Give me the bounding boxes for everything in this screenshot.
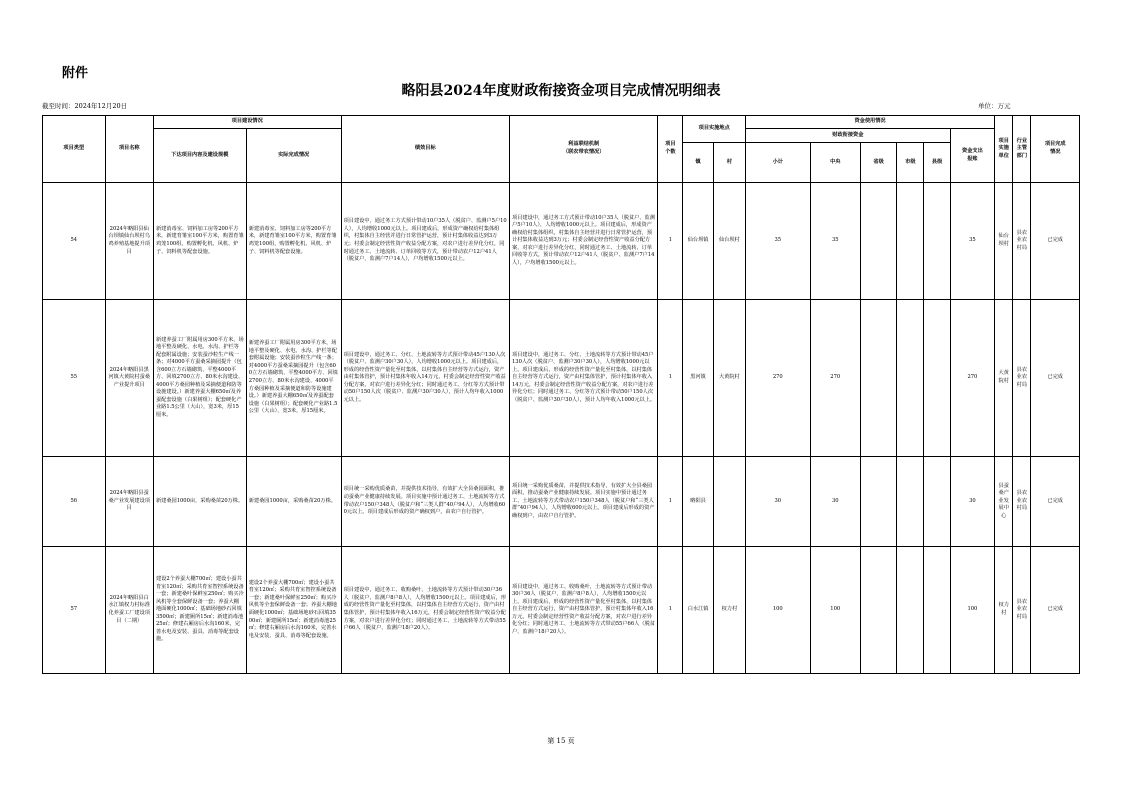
cell-name: 2024年略阳县黑河镇大黄院村蚕桑产业提升项目: [105, 300, 153, 457]
header-town: 镇: [683, 143, 713, 183]
header-impl-unit: 项目 实施 单位: [995, 116, 1013, 183]
cell-county: [924, 183, 950, 300]
cell-benefit: 项目建设中，通过务工、分红、土地流转等方式预计带动45户130人次（脱贫户、监测户30户30人），人均增收1000元以上。项目建成后，形成的经营性资产量化至村集体，以村集体自主经营等方式运行，资产由村集体管护，预计村集体年收入14万元，村委会制定经营性资产收益分配方案，对农户进行差异化分红；同时通过务工、分红等方式预计带动50户150人次（脱贫户、监测户30户30人），预计人均年收入1000元以上。: [510, 300, 658, 457]
cell-central: 35: [810, 183, 860, 300]
cell-dept: 县农业农村局: [1013, 183, 1031, 300]
cell-village: 仙台坝村: [713, 183, 745, 300]
cell-provincial: [860, 300, 896, 457]
cell-paid: 270: [950, 300, 994, 457]
header-count: 项目 个数: [658, 116, 683, 183]
cell-performance: 项目建设中，通过务工、收购桑叶，土地流转等方式预计带动30户36人（脱贫户、监测户8户8人），人均增收1500元以上。项目建成后，形成的经营性资产量化至村集体，以村集体自主经营方式运行，资产由村集体管护，预计村集体年收入16万元，村委会制定经营性资产收益分配方案，对农户进行差异化分红；同时通过务工、土地流转等方式带动55户66人（脱贫户、监测户18户20人）。: [341, 547, 509, 674]
attachment-label: 附件: [62, 66, 89, 81]
header-fiscal: 财政衔接资金: [746, 129, 951, 143]
cell-actual: 建设2个养蚕大棚700㎡；建设小蚕共育室120㎡；采购共育室智控系统设备一套；新建桑叶保鲜室250㎡；购买冷风机等全套保鲜设备一套；养蚕大棚地面硬化1000㎡；基础场地砂石回填3500㎡；新建厕所15㎡；新建消毒池25㎡；修建右厢房后水沟160米，完善水电及安装、蚕具、消毒等配套设施。: [246, 547, 341, 674]
cell-subtotal: 100: [746, 547, 811, 674]
unit-text: 单位：万元: [978, 102, 1011, 110]
cell-count: 1: [658, 300, 683, 457]
cell-type: 54: [43, 183, 106, 300]
cell-village: [713, 457, 745, 547]
cell-name: 2024年略阳县白水江镇权力村标准化养蚕工厂建设项目（二期）: [105, 547, 153, 674]
cell-town: 白水江镇: [683, 547, 713, 674]
header-central: 中央: [810, 143, 860, 183]
cell-subtotal: 270: [746, 300, 811, 457]
cell-dept: 县农业农村局: [1013, 457, 1031, 547]
cell-central: 270: [810, 300, 860, 457]
cell-city: [897, 457, 924, 547]
cell-subtotal: 30: [746, 457, 811, 547]
cell-city: [897, 183, 924, 300]
cell-provincial: [860, 547, 896, 674]
cell-completion: 已完成: [1031, 547, 1080, 674]
header-planned: 下达项目内容及建设规模: [153, 129, 246, 183]
header-village: 村: [713, 143, 745, 183]
cell-paid: 100: [950, 547, 994, 674]
cell-completion: 已完成: [1031, 300, 1080, 457]
cell-performance: 项目建设中，通过务工、分红、土地流转等方式预计带动45户130人次（脱贫户、监测户30户30人），人均增收1000元以上。项目建成后，形成的经营性资产量化至村集体，以村集体自主经营等方式运行，资产由村集体管护，预计村集体年收入14万元，村委会制定经营性资产收益分配方案，对农户进行差异化分红；同时通过务工、分红等方式预计带动50户150人次（脱贫户、监测户30户30人），预计人均年收入1000元以上。: [341, 300, 509, 457]
cell-count: 1: [658, 457, 683, 547]
cell-city: [897, 547, 924, 674]
header-location: 项目实施地点: [683, 116, 746, 143]
cell-benefit: 项目建设中，通过务工方式预计带动10户35人（脱贫户、监测户5户10人），人均增收1000元以上。项目建成后，形成资产确权给村集体组织，村集体自主经营并进行日常管护运营，预计村集体收益达到3万元；村委会制定经营性资产收益分配方案，对农户进行差异化分红，同时通过务工、土地流转、订单回收等方式，预计带动农户12户41人（脱贫户、监测户7户14人），户均增收1500元以上。: [510, 183, 658, 300]
cell-central: 100: [810, 547, 860, 674]
header-performance: 绩效目标: [341, 116, 509, 183]
cell-planned: 新建桑园1000亩，采购桑苗20万株。: [153, 457, 246, 547]
cell-name: 2024年略阳县仙台坝镇仙台坝村乌鸡养殖基地提升项目: [105, 183, 153, 300]
header-county: 县级: [924, 143, 950, 183]
cell-type: 55: [43, 300, 106, 457]
cell-village: 大黄院村: [713, 300, 745, 457]
cell-town: 仙台坝镇: [683, 183, 713, 300]
cell-dept: 县农业农村局: [1013, 547, 1031, 674]
cell-town: 黑河镇: [683, 300, 713, 457]
cell-impl-unit: 大黄院村: [995, 300, 1013, 457]
cell-count: 1: [658, 183, 683, 300]
header-type: 项目类型: [43, 116, 106, 183]
deadline-text: 截至时间：2024年12月20日: [42, 102, 128, 110]
header-name: 项目名称: [105, 116, 153, 183]
cell-provincial: [860, 183, 896, 300]
cell-city: [897, 300, 924, 457]
header-benefit: 利益联结机制 （联农带农情况）: [510, 116, 658, 183]
cell-impl-unit: 权力村: [995, 547, 1013, 674]
cell-paid: 35: [950, 183, 994, 300]
cell-actual: 新建桑园1000亩，采购桑苗20万株。: [246, 457, 341, 547]
table-row: [43, 300, 1080, 457]
page-title: 略阳县2024年度财政衔接资金项目完成情况明细表: [401, 83, 721, 99]
header-city: 市级: [897, 143, 924, 183]
header-completion: 项目完成 情况: [1031, 116, 1080, 183]
cell-count: 1: [658, 547, 683, 674]
cell-county: [924, 300, 950, 457]
cell-type: 56: [43, 457, 106, 547]
cell-type: 57: [43, 547, 106, 674]
cell-completion: 已完成: [1031, 183, 1080, 300]
cell-planned: 建设2个养蚕大棚700㎡；建设小蚕共育室120㎡；采购共育室智控系统设备一套；新建桑叶保鲜室250㎡；购买冷风机等全套保鲜设备一套；养蚕大棚地面硬化1000㎡；基础场地砂石回填3500㎡；新建厕所15㎡；新建消毒池25㎡；修建右厢房后水沟160米，完善水电及安装、蚕具、消毒等配套设施。: [153, 547, 246, 674]
header-paid: 资金支出 报账: [950, 129, 994, 183]
cell-performance: 项目统一采购优质桑苗，并提供技术指导，有效扩大全县桑园面积，推动蚕桑产业健康持续发展。项目实施中预计通过务工、土地流转等方式带动农户150户348人（脱贫户和“三类人群”40户94人），人均增收600元以上。项目建成后形成的资产确权到户，由农户自行管护。: [341, 457, 509, 547]
cell-paid: 30: [950, 457, 994, 547]
cell-county: [924, 457, 950, 547]
header-actual: 实际完成情况: [246, 129, 341, 183]
header-funds-usage: 资金使用情况: [746, 116, 995, 129]
cell-planned: 新建养蚕工厂附属用房300平方米，场地平整及硬化、水电、水沟、护栏等配套附属设施；安装蚕沙粒生产线一条；对4000平方蚕桑采摘园提升（包含600立方石墙砌筑、平整4000平方、回填2700立方、80米水沟建设、4000平方桑园种植及采摘便道和防等设施建设。）新建养蚕大棚650㎡及养蚕配套设施（白果树组）；配套硬化产业路1.5公里（大山），宽3米，厚15厘米。: [153, 300, 246, 457]
header-provincial: 省级: [860, 143, 896, 183]
cell-actual: 新建养蚕工厂附属用房300平方米，场地平整及硬化、水电、水沟、护栏等配套附属设施；安装蚕沙粒生产线一条；对4000平方蚕桑采摘园提升（包含600立方石墙砌筑、平整4000平方、回填2700立方、80米水沟建设、4000平方桑园种植及采摘便道和防等设施建设。）新建养蚕大棚650㎡及养蚕配套设施（白果树组）；配套硬化产业路1.5公里（大山），宽3米，厚15厘米。: [246, 300, 341, 457]
cell-performance: 项目建设中，通过务工方式预计带动10户35人（脱贫户、监测户5户10人），人均增收1000元以上。项目建成后，形成资产确权给村集体组织，村集体自主经营并进行日常管护运营，预计村集体收益达到3万元；村委会制定经营性资产收益分配方案，对农户进行差异化分红，同时通过务工、土地流转、订单回收等方式，预计带动农户12户41人（脱贫户、监测户7户14人），户均增收1500元以上。: [341, 183, 509, 300]
header-dept: 行业 主管 部门: [1013, 116, 1031, 183]
header-subtotal: 小计: [746, 143, 811, 183]
cell-subtotal: 35: [746, 183, 811, 300]
cell-impl-unit: 仙台坝村: [995, 183, 1013, 300]
cell-planned: 新建消毒室、饲料加工房等200平方米，新建育雏室100平方米，购置育雏鸡笼100组，购置孵化机、风机、炉子、饲料机等配套设施。: [153, 183, 246, 300]
cell-benefit: 项目建设中，通过务工、收购桑叶，土地流转等方式预计带动30户36人（脱贫户、监测户8户8人），人均增收1500元以上。项目建成后，形成的经营性资产量化至村集体，以村集体自主经营方式运行，资产由村集体管护，预计村集体年收入16万元，村委会制定经营性资产收益分配方案，对农户进行差异化分红；同时通过务工、土地流转等方式带动55户66人（脱贫户、监测户18户20人）。: [510, 547, 658, 674]
page-number: 第 15 页: [547, 737, 575, 745]
cell-completion: 已完成: [1031, 457, 1080, 547]
cell-town: 略阳县: [683, 457, 713, 547]
cell-benefit: 项目统一采购优质桑苗，并提供技术指导，有效扩大全县桑园面积，推动蚕桑产业健康持续发展。项目实施中预计通过务工、土地流转等方式带动农户150户348人（脱贫户和“三类人群”40户94人），人均增收600元以上。项目建成后形成的资产确权到户，由农户自行管护。: [510, 457, 658, 547]
cell-impl-unit: 县蚕桑产业发展中心: [995, 457, 1013, 547]
table-row: [43, 183, 1080, 300]
cell-name: 2024年略阳县蚕桑产业发展建设项目: [105, 457, 153, 547]
cell-provincial: [860, 457, 896, 547]
header-construction: 项目建设情况: [153, 116, 341, 129]
cell-county: [924, 547, 950, 674]
project-table: [42, 115, 1080, 674]
cell-village: 权力村: [713, 547, 745, 674]
table-row: [43, 547, 1080, 674]
table-row: [43, 457, 1080, 547]
cell-actual: 新建消毒室、饲料加工房等200平方米，新建育雏室100平方米，购置育雏鸡笼100组，购置孵化机、风机、炉子、饲料机等配套设施。: [246, 183, 341, 300]
cell-central: 30: [810, 457, 860, 547]
cell-dept: 县农业农村局: [1013, 300, 1031, 457]
